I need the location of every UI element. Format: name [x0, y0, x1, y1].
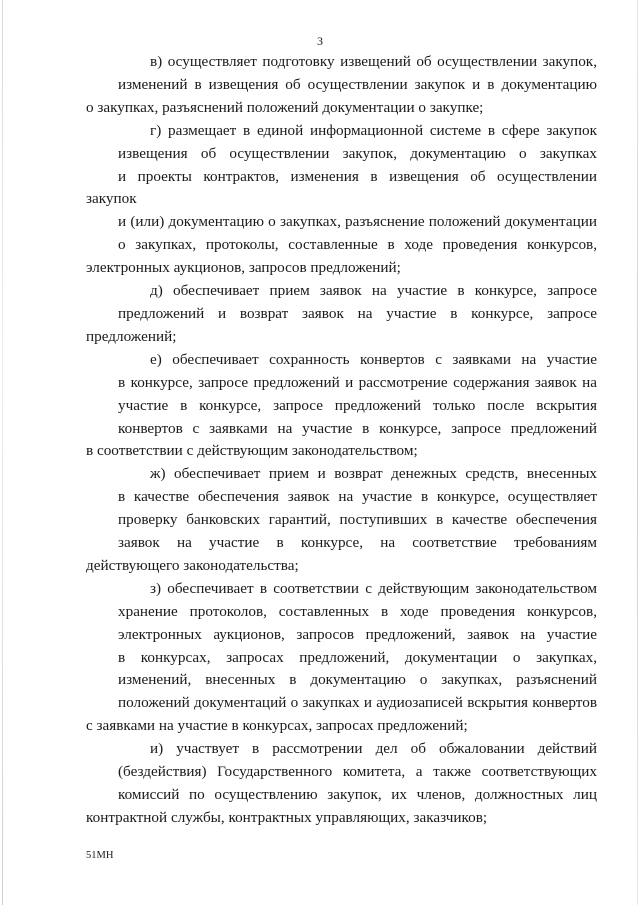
paragraph-g — [86, 120, 597, 280]
body-text — [86, 51, 597, 830]
paragraph-i — [86, 738, 597, 830]
text-line: и) участвует в рассмотрении дел об обжаловании действий — [150, 740, 597, 758]
text-line: контрактной службы, контрактных управляющих, заказчиков; — [86, 808, 488, 826]
text-line: заявок на участие в конкурсе, на соответствие требованиям — [118, 534, 597, 552]
text-line: о закупках, протоколы, составленные в ходе проведения конкурсов, — [118, 236, 597, 254]
text-line: в качестве обеспечения заявок на участие в конкурсе, осуществляет — [118, 488, 597, 506]
text-line: (бездействия) Государственного комитета, а также соответствующих — [118, 763, 597, 781]
text-line: д) обеспечивает прием заявок на участие в конкурсе, запросе — [150, 282, 597, 300]
text-line: предложений и возврат заявок на участие в конкурсе, запросе — [118, 304, 597, 322]
text-line: о закупках, разъяснений положений документации о закупке; — [86, 98, 484, 116]
text-line: в соответствии с действующим законодательством; — [86, 442, 418, 460]
text-line: изменений в извещения об осуществлении закупок и в документацию — [118, 75, 597, 93]
text-line: в) осуществляет подготовку извещений об осуществлении закупок, — [150, 53, 597, 70]
scan-edge-right — [637, 0, 638, 905]
text-line: предложений; — [86, 327, 177, 345]
paragraph-d — [86, 280, 597, 349]
text-line: ж) обеспечивает прием и возврат денежных средств, внесенных — [150, 465, 597, 483]
text-line: в конкурсе, запросе предложений и рассмотрение содержания заявок на — [118, 373, 597, 391]
page-number: 3 — [317, 34, 323, 48]
paragraph-e — [86, 349, 597, 464]
text-line: извещения об осуществлении закупок, документацию о закупках — [118, 144, 597, 162]
text-line: действующего законодательства; — [86, 556, 299, 574]
text-line: изменений, внесенных в документацию о закупках, разъяснений — [118, 671, 597, 689]
text-line: з) обеспечивает в соответствии с действующим законодательством — [150, 579, 597, 597]
text-line: и (или) документацию о закупках, разъяснение положений документации — [118, 213, 597, 231]
text-line: конвертов с заявками на участие в конкурсе, запросе предложений — [118, 419, 597, 437]
text-line: проверку банковских гарантий, поступивших в качестве обеспечения — [118, 511, 597, 529]
text-line: е) обеспечивает сохранность конвертов с заявками на участие — [150, 350, 597, 368]
scan-edge-left — [2, 0, 3, 905]
paragraph-z — [86, 578, 597, 738]
text-line: участие в конкурсе, запросе предложений только после вскрытия — [118, 396, 597, 414]
text-line: комиссий по осуществлению закупок, их членов, должностных лиц — [118, 786, 597, 803]
text-line: хранение протоколов, составленных в ходе проведения конкурсов, — [118, 602, 597, 620]
text-line: и проекты контрактов, изменения в извещения об осуществлении закупок — [86, 167, 597, 208]
text-line: с заявками на участие в конкурсах, запросах предложений; — [86, 717, 468, 735]
text-line: электронных аукционов, запросов предложений, заявок на участие — [118, 625, 597, 643]
paragraph-zh — [86, 463, 597, 578]
paragraph-v — [86, 51, 597, 120]
text-line: положений документаций о закупках и аудиозаписей вскрытия конвертов — [118, 694, 597, 712]
text-line: г) размещает в единой информационной системе в сфере закупок — [150, 121, 597, 139]
text-line: электронных аукционов, запросов предложений; — [86, 259, 401, 277]
footer-document-code: 51МН — [86, 850, 114, 861]
text-line: в конкурсах, запросах предложений, документации о закупках, — [118, 648, 597, 666]
